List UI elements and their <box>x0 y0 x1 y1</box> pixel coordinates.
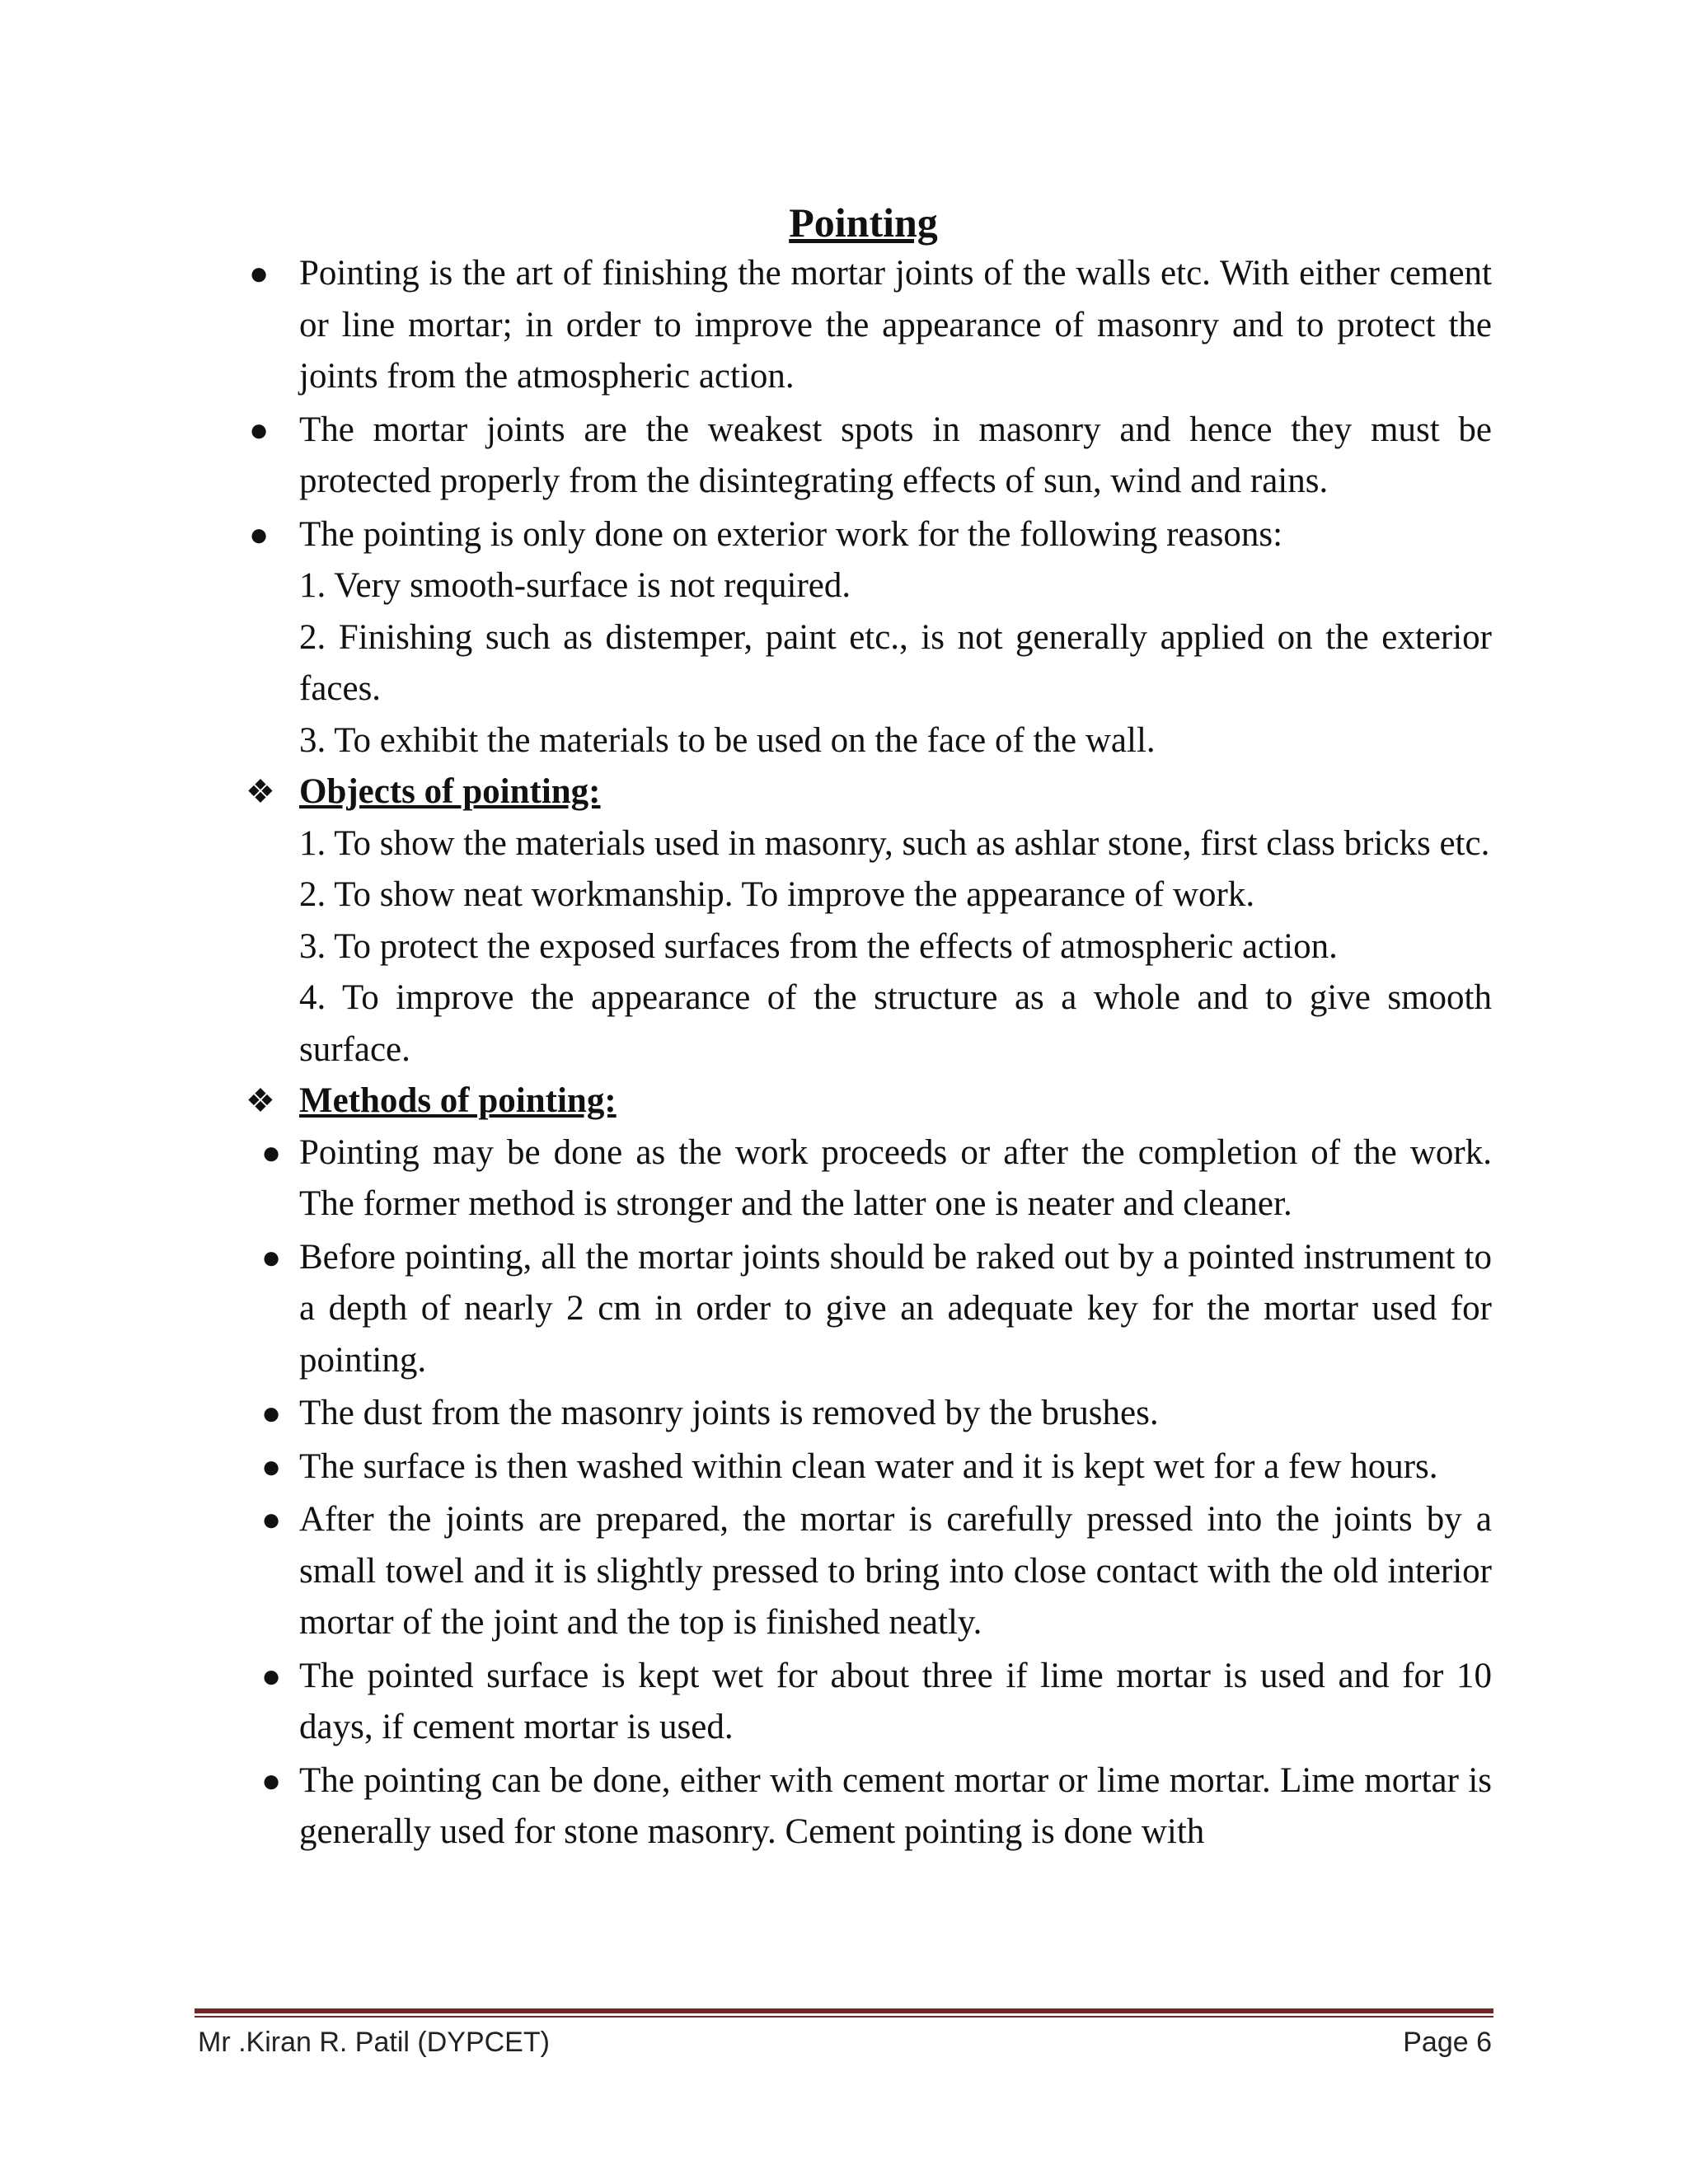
list-item-text: The surface is then washed within clean water and it is kept wet for a few hours. <box>299 1446 1438 1486</box>
list-item <box>235 1651 1492 1754</box>
list-item-text: The dust from the masonry joints is removed by the brushes. <box>299 1394 1159 1432</box>
objects-item: 1. To show the materials used in masonry, such as ashlar stone, first class bricks etc. <box>299 823 1490 863</box>
section-heading-text: Methods of pointing: <box>299 1081 617 1120</box>
list-item <box>235 248 1492 403</box>
list-item-text: The pointed surface is kept wet for about three if lime mortar is used and for 10 days, if cement mortar is used. <box>299 1656 1492 1746</box>
objects-item: 2. To show neat workmanship. To improve the appearance of work. <box>299 875 1255 914</box>
list-item-text: Before pointing, all the mortar joints should be raked out by a pointed instrument to a depth of nearly 2 cm in order to give an adequate key for the mortar used for pointing. <box>299 1237 1492 1380</box>
footer-divider-thin <box>195 2016 1493 2018</box>
diamond-bullet-icon: ❖ <box>246 1082 275 1119</box>
list-item <box>235 509 1492 561</box>
list-item-text: Pointing is the art of finishing the mortar joints of the walls etc. With either cement or line mortar; in order to improve the appearance of masonry and to protect the joints from the atmospheric action. <box>299 254 1492 396</box>
list-item <box>235 1494 1492 1649</box>
reason-item: 3. To exhibit the materials to be used on the face of the wall. <box>299 720 1156 760</box>
bullet-icon: ● <box>249 515 270 553</box>
bullet-icon: ● <box>261 1238 282 1276</box>
reason-item: 1. Very smooth-surface is not required. <box>299 566 851 605</box>
reason-item: 2. Finishing such as distemper, paint etc., is not generally applied on the exterior faces. <box>299 617 1492 708</box>
list-item-text: The mortar joints are the weakest spots in masonry and hence they must be protected properly from the disintegrating effects of sun, wind and rains. <box>299 410 1492 500</box>
list-item <box>235 1232 1492 1387</box>
bullet-icon: ● <box>261 1394 282 1432</box>
page-number: Page 6 <box>1403 2027 1492 2058</box>
footer-divider <box>195 2008 1493 2013</box>
objects-item: 3. To protect the exposed surfaces from the effects of atmospheric action. <box>299 926 1338 966</box>
footer-author: Mr .Kiran R. Patil (DYPCET) <box>198 2027 550 2058</box>
page-title: Pointing <box>789 199 938 246</box>
diamond-bullet-icon: ❖ <box>246 773 275 810</box>
bullet-icon: ● <box>249 255 270 292</box>
list-item <box>235 1388 1492 1440</box>
list-item-text: Pointing may be done as the work proceeds or after the completion of the work. The former method is stronger and the latter one is neater and cleaner. <box>299 1132 1492 1223</box>
list-item <box>235 1127 1492 1230</box>
objects-section-heading <box>235 766 1492 818</box>
bullet-icon: ● <box>249 410 270 448</box>
section-heading-text: Objects of pointing: <box>299 772 601 811</box>
bullet-icon: ● <box>261 1761 282 1799</box>
list-item-text: After the joints are prepared, the mortar is carefully pressed into the joints by a small towel and it is slightly pressed to bring into close contact with the old interior mortar of the joint and the top is finished neatly. <box>299 1500 1492 1642</box>
list-item-text: The pointing is only done on exterior work for the following reasons: <box>299 514 1283 554</box>
bullet-icon: ● <box>261 1657 282 1694</box>
list-item <box>235 1441 1492 1493</box>
page-content <box>235 194 1492 1858</box>
list-item <box>235 405 1492 508</box>
list-item <box>235 1755 1492 1858</box>
bullet-icon: ● <box>261 1133 282 1171</box>
list-item-text: The pointing can be done, either with cement mortar or lime mortar. Lime mortar is generally used for stone masonry. Cement pointing is done with <box>299 1760 1492 1851</box>
methods-section-heading <box>235 1076 1492 1127</box>
bullet-icon: ● <box>261 1447 282 1485</box>
bullet-icon: ● <box>261 1501 282 1538</box>
objects-item: 4. To improve the appearance of the structure as a whole and to give smooth surface. <box>299 978 1492 1069</box>
